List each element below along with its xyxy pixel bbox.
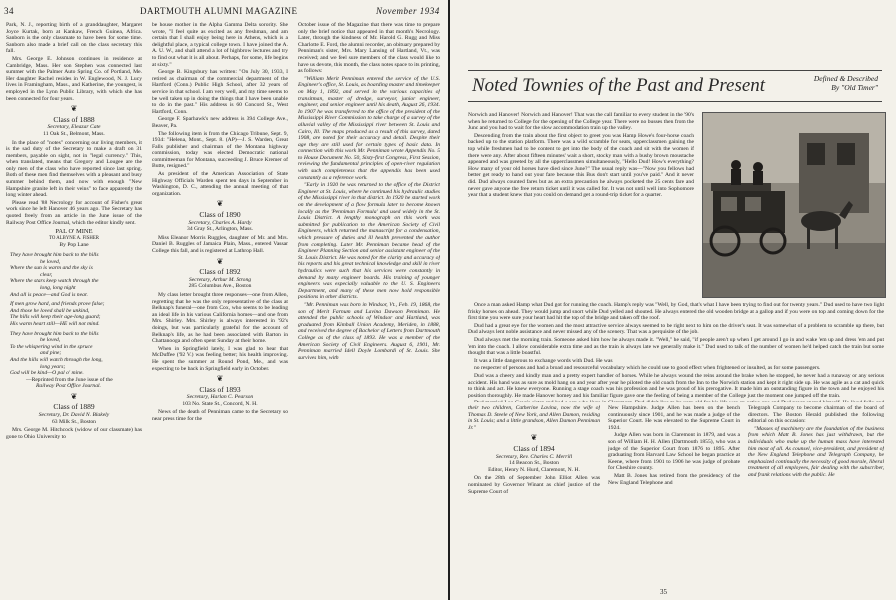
paragraph: On the 28th of September John Elliot Allen was nominated by Governor Winant as chief justice of the Supreme Court of [468, 475, 600, 495]
stagecoach-illustration [703, 113, 885, 297]
poem-line: he loved, [40, 258, 61, 265]
class-secretary: Secretary, Rev. Charles C. Merrill [495, 453, 573, 460]
paragraph: It was a little dangerous to exchange words with Dud. He was [474, 357, 613, 364]
paragraph: October issue of the Magazine that there was time to prepare only the brief notice that appeared in that month's Necrology. Later, through the kindness of Mr. Harold G. Rugg and Miss Charlotte E. Ford, the alumni recorder, an obituary prepared by Penniman's sister, Mrs. Mary Lansing of Hartland, Vt., was received; and we feel sure members of the class would like to have us devote, this month, the class notes space to its printing, as follows: [298, 22, 440, 75]
paragraph: When in Springfield lately, I was glad to hear that McDuffee ('92 V.) was feeling better; his health improving. He spent the summer at Round Pond, Me., and was expecting to be back in Springfield early in October. [152, 345, 288, 372]
page-number-left: 34 [4, 6, 14, 16]
paragraph: Telegraph Company to become chairman of the board of directors. The Boston Herald published the following editorial on this occasion: [748, 405, 884, 425]
class-address: 63 Milk St., Boston [52, 418, 96, 425]
poem-line: and pine; [40, 350, 62, 357]
paragraph: News of the death of Penniman came to the Secretary so near press time for the [152, 409, 288, 423]
ornament: ❦ [216, 199, 224, 209]
paragraph: "Mr. Penniman was born in Windsor, Vt., Feb. 19, 1868, the son of Merit Farnum and Lavina Dawson Penniman. He attended the public schools of Windsor and Hartland, was graduated from Kimball Union Academy, Meriden, in 1888, and received the degree of Bachelor of Letters from Dartmouth College as of the class of 1893. He was a member of the American Society of Civil Engineers. August 6, 1901, Mr. Penniman married Idell Doyle Lombardi of St. Louis. She survives him, with [298, 301, 440, 361]
poem-line: Railway Post Office Journal. [36, 383, 101, 390]
column-1 [6, 22, 142, 592]
column-2 [608, 405, 740, 587]
paragraph: "William Merit Penniman entered the service of the U.S. Engineer's office, St. Louis, as boarding master and timekeeper on May 1, 1892, and served in the various capacities of transitman, master of dredge, surveyor, junior engineer, engineer, and senior engineer until his death, August 26, 1934. In 1907 he was transferred to the office of the president of the Mississippi River Commission to take charge of a survey of the alluvial valley of the Mississippi river between St. Louis and Cairo, Ill. The maps produced as a result of this survey, dated 1908, are noted for their accuracy and detail. Despite their age they are still used for certain types of basic data. In connection with this work Mr. Penniman wrote Appendix No. 5 to House Document No. 50, Sixty-first Congress, First Session, reviewing the fundamental principles of open-river regulation with such completeness that the appendix has been used constantly as a reference work. [298, 75, 440, 181]
poem-dedication: TO ALBYNE A. FISHER [48, 235, 100, 241]
poem-line: God will be kind—O pal o' mine. [10, 370, 84, 377]
paragraph: Dud was a cheery and kindly man and a pretty expert handler of horses. While he always wound the reins around the brake when he stopped, he never had a runaway or any serious accident. His hand was as sure as mold hang on and year after year he piloted the old coach from the Inn to the Norwich station and kept it right side up. He was agile as a cat and quick to think and act. He knew everyone. Running a stage coach was his profession and he was proud of his prerogative. It made him an outstanding figure in the town and he enjoyed his position thoroughly. He made Hanover homey and his familiar figure gave one the feeling of being a member of the College just the moment one jumped off the train. [468, 372, 884, 399]
ornament: ❦ [216, 256, 224, 266]
poem-line: They have brought him back to the hills [10, 330, 99, 337]
poem-line: he loved, [40, 337, 61, 344]
article-header [468, 70, 882, 102]
byline-line: By "Old Timer" [831, 83, 878, 92]
class-secretary: Secretary, Eleazar Cate [47, 124, 101, 131]
stagecoach-photo [702, 112, 886, 298]
ornament: ❦ [216, 374, 224, 384]
article-title: Noted Townies of the Past and Present [472, 75, 766, 96]
article-byline [814, 74, 878, 92]
paragraph: "Masses of machinery are the foundation of the business from which Matt B. Jones has just withdrawn, but the individuals who make up the human mass have interested him most of all. As counsel, vice-president, and president of the New England Telephone and Telegraph Company, he emphasized continually the necessity of good morale, liberal treatment of all employees, fair dealing with the subscriber, and frank relations with the public. He [748, 425, 884, 478]
page-number-right: 35 [660, 588, 667, 596]
paragraph: Mrs. George E. Johnson continues in residence at Cambridge, Mass. Her son Stephen was connected last summer with the Palmer Auto Spring Co. of Portland, Me. Her daughter Rachel resides in W. Englewood, N. J. Lucy lives in Framingham, Mass., and Katherine, the youngest, is employed in the Lynn Public Library, with which she has been connected for four years. [6, 55, 142, 102]
ornament: ❦ [70, 391, 78, 401]
paragraph: be house mother in the Alpha Gamma Delta sorority. She wrote, "I feel quite as excited as any freshman, and am certain that I shall enjoy being here in Athens, which is a delightful place, a typical college town. I have joined the A. A. U. W., and shall attend a lot of highbrow lectures and try to find out what it is all about. Perhaps, for some, life begins at sixty." [152, 22, 288, 68]
paragraph: New Hampshire. Judge Allen has been on the bench continuously since 1901, and he was made a judge of the Superior Court. He was elevated to the Supreme Court in 1924. [608, 405, 740, 431]
paragraph: Park, N. J., reporting birth of a granddaughter, Margaret Joyce Kurtak, born at Kankaw, French Guinea, Africa. Sanborn is the only classmate to have been for some time. Sanborn also made a brief call on the class secretary this fall. [6, 22, 142, 55]
class-secretary: Secretary, Dr. David N. Blakely [38, 412, 110, 419]
paragraph: Descending from the train about the first object to greet you was Hamp Howe's four-horse coach backed up to the station platform. There was a wild scramble for seats, upperclassmen gaining the top while freshmen had to be content to get into the body of the coach and sit with the women if there were any. After about fifteen minutes' wait a short, stocky man with a bushy brown moustache appeared and was greeted by all the upperclassmen simultaneously, "Hello Dud! How's everything? How many of your old horses have died since June?" The usual reply was—"Now you fellows had better get ready to hand out your fare because this Bus don't start until you've paid." And it never did. Dud always counted fares but as an extra precaution he always pocketed the 25 cents fare and never gave anyone the free return ticket until it was called for. It was not until well into Sophomore year that a student knew that you could on demand get a round-trip ticket for a quarter. [468, 132, 694, 199]
poem-line: Where the sun is warm and the sky is [10, 265, 93, 272]
poem-line: And all is peace—and God is near. [10, 291, 88, 298]
poem-line: long, long night [40, 284, 76, 291]
byline-line: Defined & Described [813, 74, 878, 83]
paragraph: Dud had a great eye for the women and the most attractive service always seemed to be right next to him on the driver's seat. It was somewhat of a problem to scramble up there, but Dud always lent noble assistance and never missed any of the scenery. That was a perquisite of the job. [468, 322, 884, 336]
running-head: DARTMOUTH ALUMNI MAGAZINE [140, 6, 298, 16]
paragraph: The following item is from the Chicago Tribune, Sept. 9, 1934: "Helena, Mont., Sept. 8. (AP)—J. S. Warden, Great Falls publisher and chairman of the Montana highway commission, today was elected Democratic national committeeman for Montana, succeeding J. Bruce Kremer of Butte, resigned." [152, 130, 288, 170]
poem-line: And the hills will watch through the long, [10, 356, 103, 363]
class-secretary: Secretary, Arthur M. Strong [188, 276, 252, 283]
class-heading: Class of 1888 [53, 114, 95, 124]
paragraph: In the place of "notes" concerning our living members, it is the sad duty of the Secretary to make a draft on 31 members, payable on sight, not in "legal currency." This, when translated, means that Gregory and Lougee are the only men of the class who have reported since last spring. Both of these men find themselves with a pleasant and busy summer behind them, and now with enough "New Hampshire granite left in their veins" to face apparently the long winter ahead. [6, 139, 142, 199]
paragraph: My class letter brought three responses—one from Allen, regretting that he was the only representative of the class at Belknap's funeral—one from Cox, who seems to be leading an ideal life in his various California homes—and one from Mrs. Shirley. Mrs. Shirley is always interested in '92's doings, but was particularly grateful for the account of Belknap's life, as he had been associated with Barton in Chattanooga and often spent Sunday at their home. [152, 291, 288, 345]
class-heading: Class of 1893 [199, 384, 241, 394]
ornament: ❦ [70, 104, 78, 114]
paragraph: Dud always met the morning train. Someone asked him how he always made it. "Well," he said, "if people aren't up when I get around I go in and wake 'em up and dress 'em and put 'em into the coach. I allow considerable extra time and as the train is always late we generally make it." Dud used to talk of the number of women he'd helped catch the train but some thought that was a little boastful. [468, 336, 884, 357]
poem-line: If men grow hard, and friends prove false; [10, 301, 105, 308]
paragraph: Once a man asked Hamp what Dud got for running the coach. Hamp's reply was "Well, by God, that's what I have been trying to find out for twenty years." Dud used to have two light frisky horses on ahead. They would jump and snort while Dud yelled and shouted. He always entered the old wooden bridge at a gallop and if you were on top and coming down for the first time you were sure your heart had hit the top of the bridge and taken off the roof. [468, 302, 884, 322]
column-3 [748, 405, 884, 587]
poem-line: They have brought him back to the hills [10, 252, 99, 258]
column-2 [152, 22, 288, 592]
poem-title: PAL O' MINE [55, 228, 93, 236]
class-heading: Class of 1890 [199, 210, 241, 220]
class-address: 11 Oak St., Belmont, Mass. [43, 130, 105, 137]
poem-line: Where the stars keep watch through the [10, 278, 99, 285]
poem-author: By Pop Lane [59, 242, 89, 249]
paragraph: Mrs. George M. Hitchcock (widow of our classmate) has gone to Ohio University to [6, 427, 142, 440]
paragraph: Please read '88 Necrology for account of Fisher's great work since he left Hanover 46 years ago. The Secretary has quoted freely from an article in the June issue of the Railway Post Office Journal, which the editor kindly sent. [6, 199, 142, 226]
paragraph: George B. Kingsbury has written: "On July 30, 1933, I retired as chairman of the commercial department of the Hartford (Conn.) Public High School, after 32 years of service in that school. I am very well, and my time seems to be well taken up in doing the things that I have been unable to do in the past." His address is 60 Concord St., West Hartford, Conn. [152, 69, 288, 115]
poem-line: clear, [40, 271, 53, 278]
class-address: 34 Gray St., Arlington, Mass. [187, 226, 253, 233]
paragraph: As president of the American Association of State Highway Officials Warden spent ten days in September in Washington, D. C., attending the annual meeting of that organization. [152, 171, 288, 197]
poem-line: —Reprinted from the June issue of the [26, 376, 113, 383]
paragraph: Norwich and Hanover! Norwich and Hanover! That was the call familiar to every student in the '90's when he returned to College for the opening of the College year. There were no busses then from the Junc and you had to wait for the slow accommodation train up the valley. [468, 112, 694, 132]
column-1 [468, 405, 600, 587]
ornament: ❦ [530, 433, 538, 443]
paragraph: "Early in 1920 he was returned to the office of the District Engineer at St. Louis, where he continued his hydraulic studies of the Mississippi river in that district. In 1920 he started work on the development of a flow formula later to become known locally as the 'Penniman Formula' and used widely in the St. Louis District. A lengthy monograph on this work was submitted for publication to the American Society of Civil Engineers, which returned the manuscript for a condensation, which pressure of duties and ill health prevented the author from completing. Later Mr. Penniman became head of the Engineer Planning Section and senior assistant engineer of the St. Louis District. He was noted for the clarity and accuracy of his reports and his great technical knowledge and skill in river hydraulics were such that his services were constantly in demand by many engineer boards. His training of younger engineers was especially valuable to the U. S. Engineers Department, and many of these men now hold responsible positions in other districts. [298, 182, 440, 301]
class-heading: Class of 1892 [199, 267, 241, 277]
class-secretary: Secretary, Charles A. Hardy [188, 219, 252, 226]
paragraph: their two children, Catherine Lavina, now the wife of Thomas D. Steele of New York, and Allen Damon, residing in St. Louis; and a little grandson, Allen Damon Penniman Jr." [468, 405, 600, 431]
class-heading: Class of 1894 [513, 443, 555, 453]
poem-line: His warm heart still—HE will not mind. [10, 320, 100, 327]
class-heading: Class of 1889 [53, 402, 95, 412]
column-3 [298, 22, 440, 592]
class-secretary: Secretary, Harlan C. Pearson [186, 394, 254, 401]
class-address: 103 No. State St., Concord, N. H. [182, 400, 258, 407]
paragraph: no respecter of persons and had a broad and resourceful vocabulary which he could use to good effect when frightened or insulted, as for some passengers. [474, 365, 821, 372]
class-address: 14 Beacon St., Boston [509, 460, 559, 467]
poem-line: long years; [40, 363, 66, 370]
paragraph: Miss Eleanor Morris Ruggles, daughter of Mr. and Mrs. Daniel B. Ruggles of Jamaica Plain, Mass., entered Vassar College this fall, and is registered at Lathrop Hall. [152, 234, 288, 254]
poem-line: The hills will keep their age-long guard; [10, 314, 101, 321]
paragraph: Matt B. Jones has retired from the presidency of the New England Telephone and [608, 472, 740, 486]
poem-line: And those he loved shall be unkind, [10, 307, 90, 314]
paragraph: Judge Allen was born in Claremont in 1879, and was a son of William H. H. Allen (Dartmouth 1855), who was a judge of the Superior Court from 1876 to 1895. After graduating from Harvard Law School he began practice at Keene, where from 1901 to 1906 he was judge of probate for Cheshire county. [608, 432, 740, 472]
class-editor: Editor, Henry N. Hurd, Claremont, N. H. [488, 466, 580, 473]
poem [10, 252, 142, 390]
class-address: 285 Columbus Ave., Boston [188, 283, 252, 290]
poem-line: To the whispering wind in the spruce [10, 343, 93, 350]
article-intro [468, 112, 694, 296]
issue-date: November 1934 [376, 6, 440, 16]
right-page [450, 0, 896, 600]
paragraph: George F. Sparhawk's new address is 394 College Ave., Beaver, Pa. [152, 116, 288, 129]
